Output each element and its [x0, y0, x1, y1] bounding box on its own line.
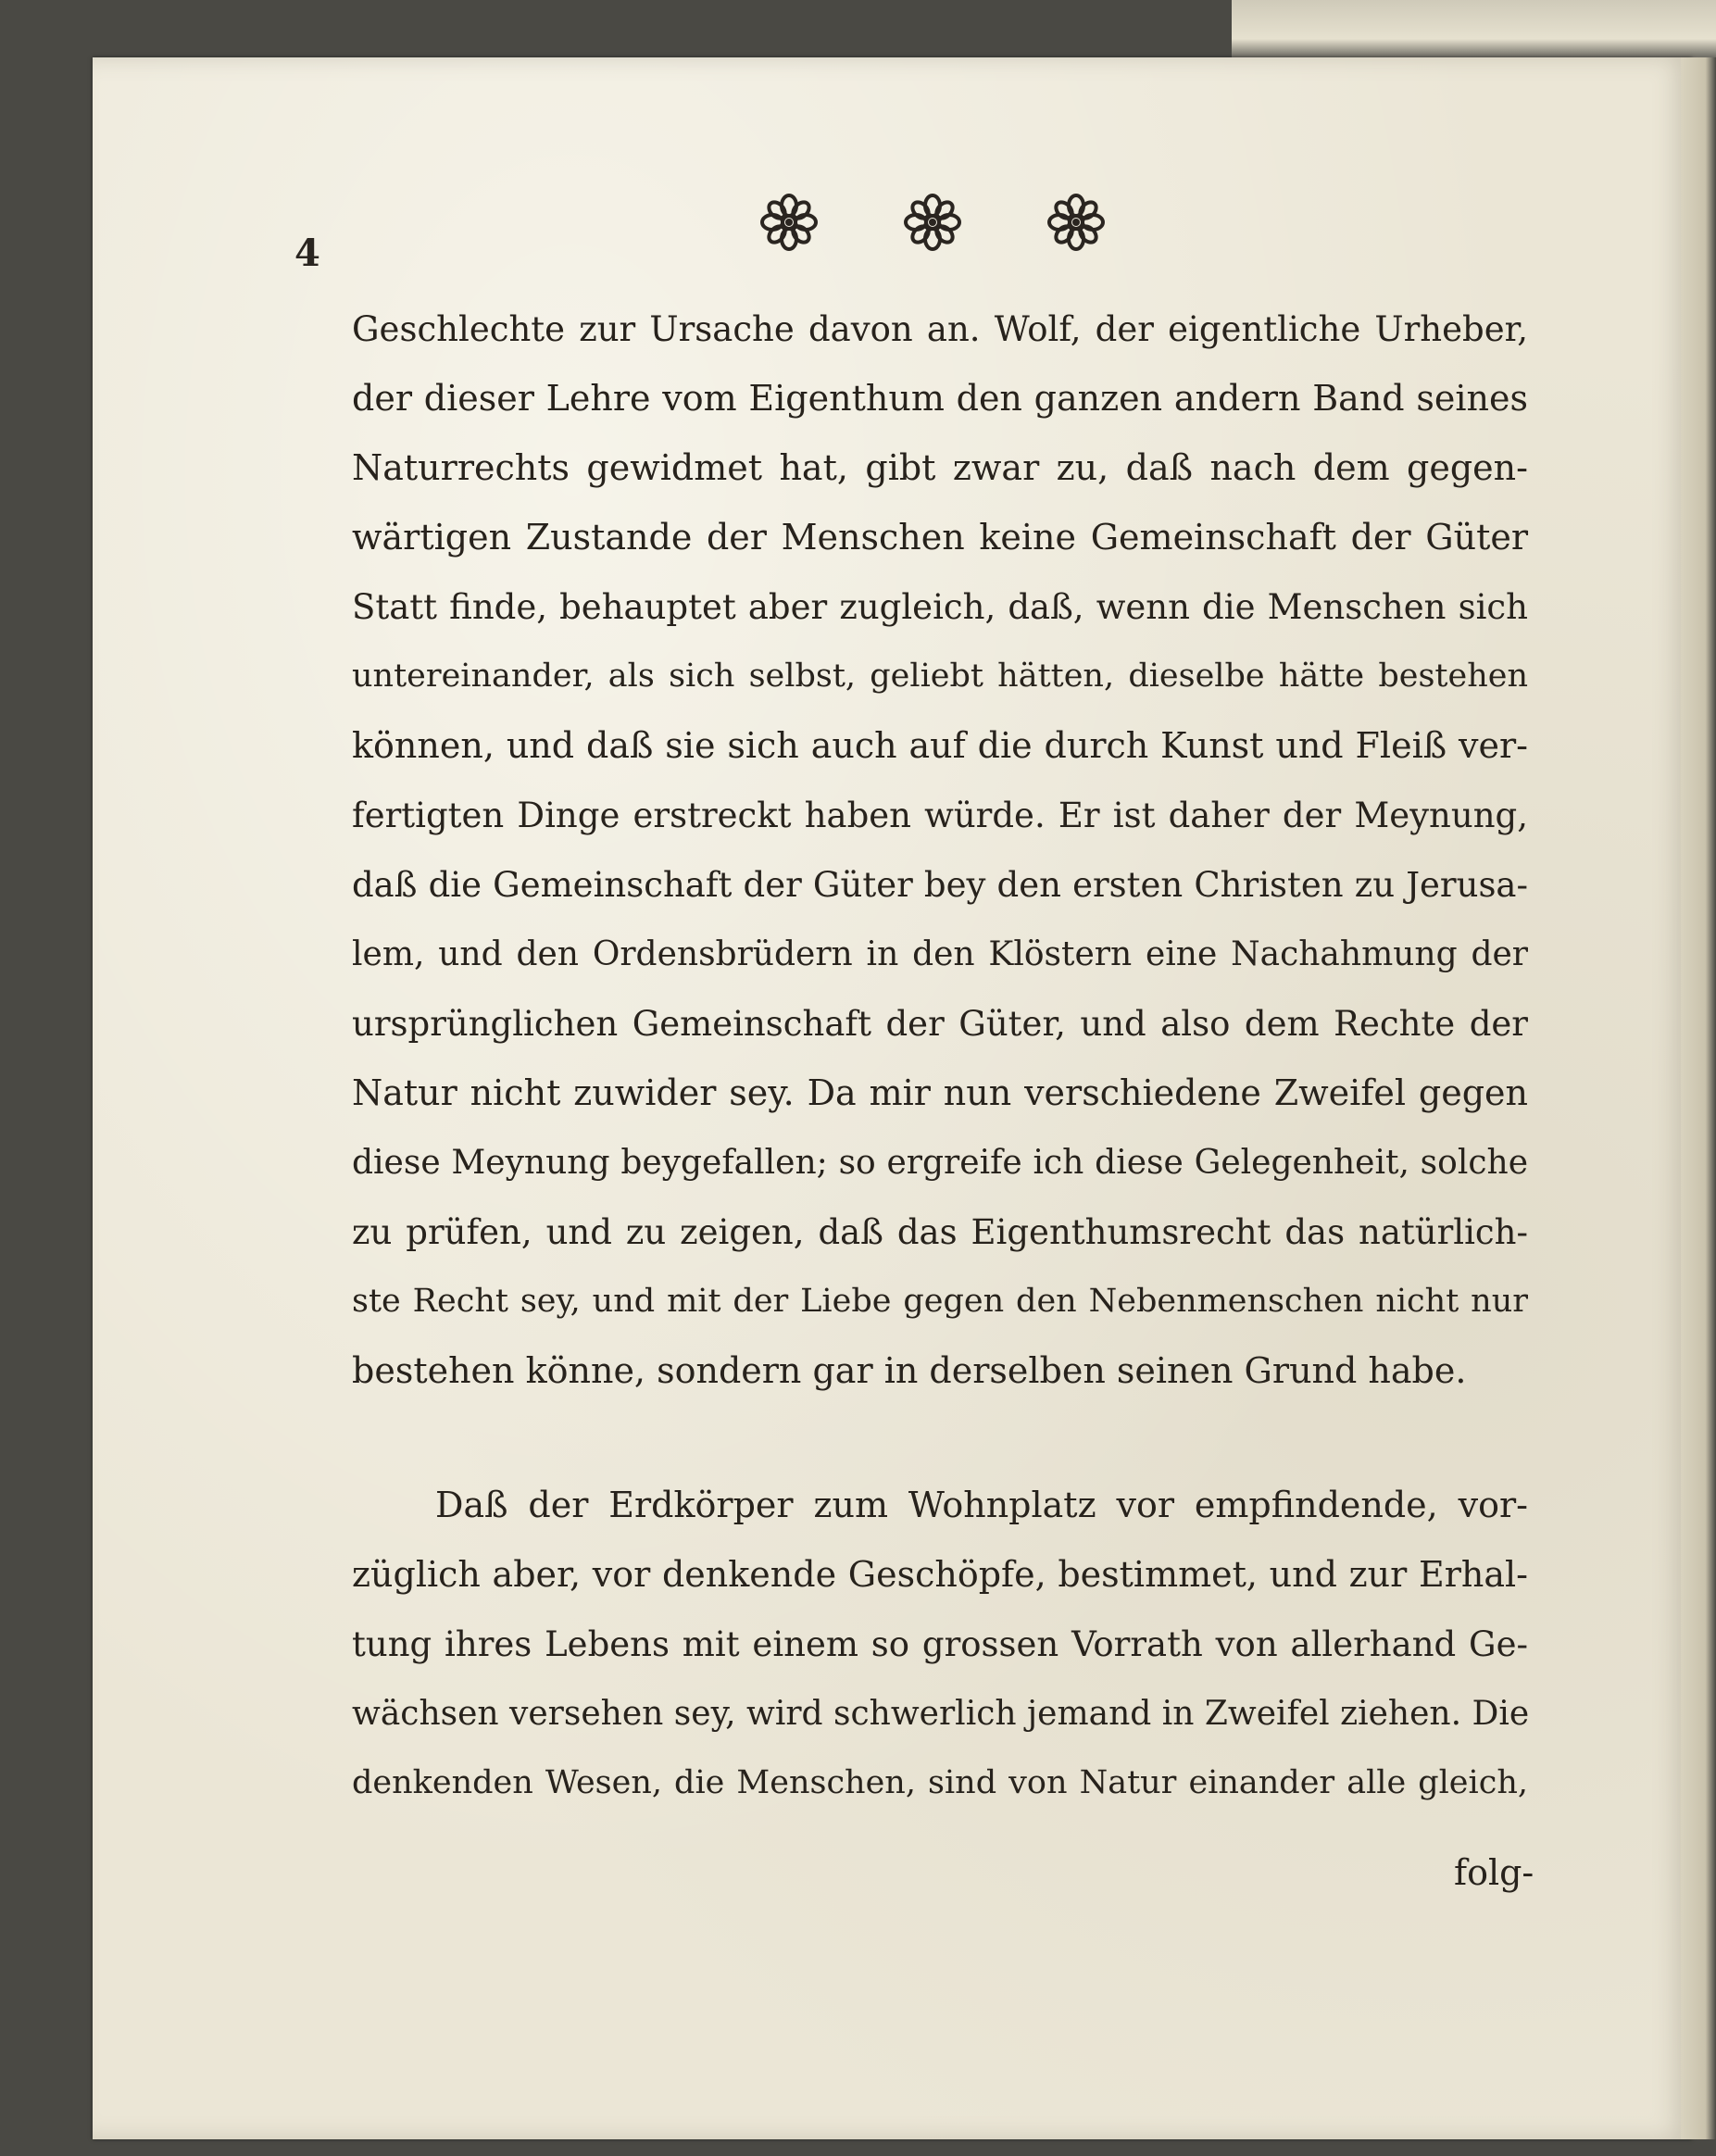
text-line: wärtigen Zustande der Menschen keine Gemeinschaft der Güter	[352, 517, 1528, 558]
text-line: der dieser Lehre vom Eigenthum den ganzen andern Band seines	[352, 378, 1528, 419]
text-line: ursprünglichen Gemeinschaft der Güter, und also dem Rechte der	[352, 1004, 1528, 1044]
text-line: zu prüfen, und zu zeigen, daß das Eigenthumsrecht das natürlich-	[352, 1212, 1528, 1252]
text-line: tung ihres Lebens mit einem so grossen Vorrath von allerhand Ge-	[352, 1624, 1528, 1664]
text-line: ste Recht sey, und mit der Liebe gegen den Nebenmenschen nicht nur	[352, 1283, 1528, 1320]
text-line: Geschlechte zur Ursache davon an. Wolf, der eigentliche Urheber,	[352, 309, 1528, 349]
text-line: Natur nicht zuwider sey. Da mir nun verschiedene Zweifel gegen	[352, 1072, 1528, 1113]
text-line: denkenden Wesen, die Menschen, sind von Natur einander alle gleich,	[352, 1764, 1528, 1801]
text-line: können, und daß sie sich auch auf die durch Kunst und Fleiß ver-	[352, 725, 1528, 766]
catchword: folg-	[1454, 1852, 1534, 1893]
rosette-ornament-icon	[759, 193, 819, 252]
text-line: wächsen versehen sey, wird schwerlich jemand in Zweifel ziehen. Die	[352, 1695, 1530, 1733]
book-edge	[1232, 0, 1716, 65]
page-right-edge	[1681, 57, 1716, 2139]
rosette-ornament-icon	[903, 193, 962, 252]
text-line: fertigten Dinge erstreckt haben würde. Er ist daher der Meynung,	[352, 796, 1528, 835]
rosette-ornament-icon	[1046, 193, 1106, 252]
text-line: diese Meynung beygefallen; so ergreife ich diese Gelegenheit, solche	[352, 1144, 1528, 1182]
text-line: bestehen könne, sondern gar in derselben seinen Grund habe.	[352, 1350, 1467, 1391]
text-line: Statt finde, behauptet aber zugleich, daß, wenn die Menschen sich	[352, 587, 1528, 627]
paragraph-2	[352, 1471, 1528, 1818]
text-line: Naturrechts gewidmet hat, gibt zwar zu, daß nach dem gegen-	[352, 447, 1528, 488]
text-line: daß die Gemeinschaft der Güter bey den ersten Christen zu Jerusa-	[352, 865, 1528, 905]
page-number: 4	[294, 232, 320, 275]
text-line: lem, und den Ordensbrüdern in den Klöstern eine Nachahmung der	[352, 935, 1528, 973]
text-line: Daß der Erdkörper zum Wohnplatz vor empfindende, vor-	[435, 1485, 1528, 1525]
text-line: untereinander, als sich selbst, geliebt hätten, dieselbe hätte bestehen	[352, 658, 1528, 695]
header-ornaments	[741, 193, 1130, 257]
text-line: züglich aber, vor denkende Geschöpfe, bestimmet, und zur Erhal-	[352, 1554, 1528, 1595]
paragraph-1	[352, 295, 1528, 1406]
